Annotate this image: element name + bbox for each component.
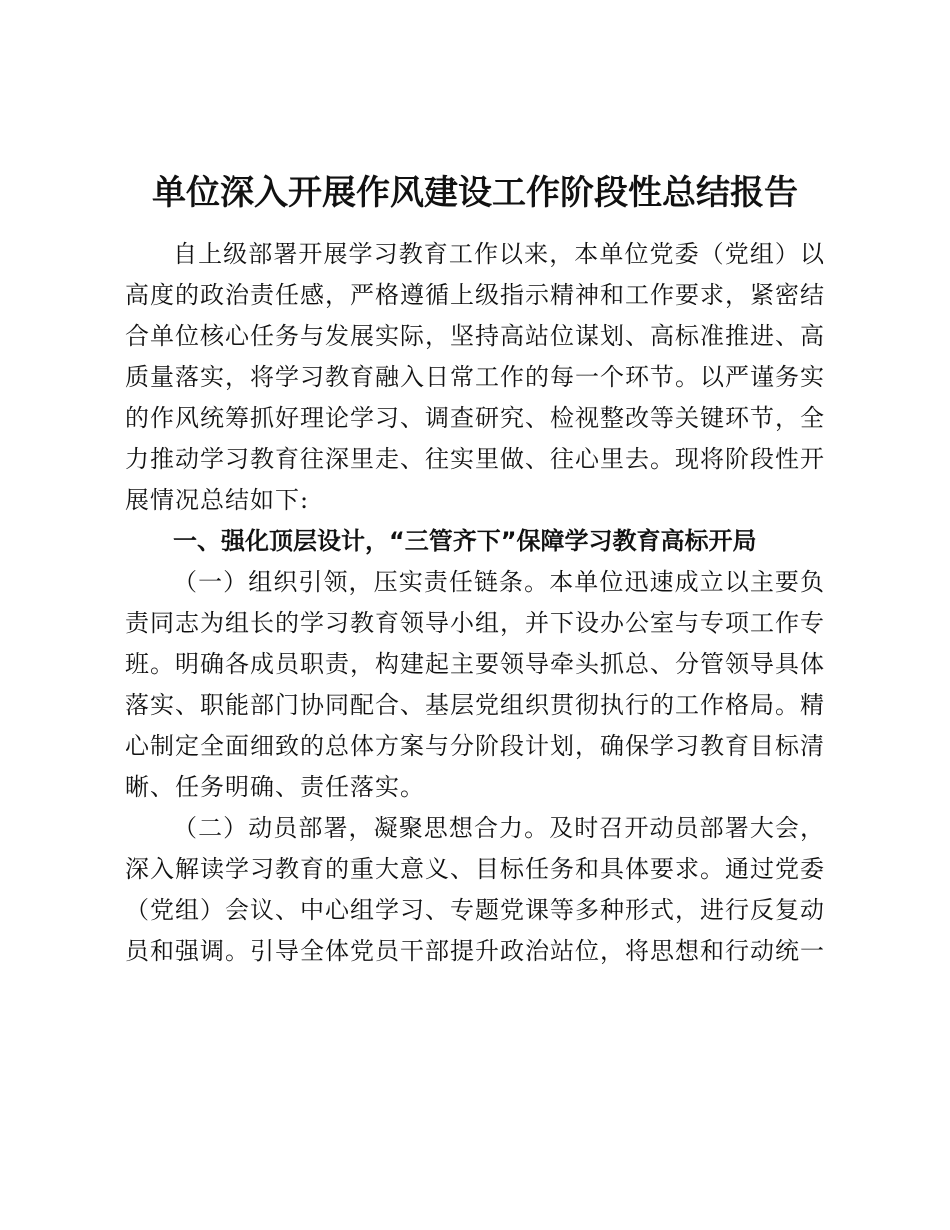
- section-heading-1: 一、强化顶层设计，“三管齐下”保障学习教育高标开局: [173, 527, 757, 555]
- intro-paragraph: 自上级部署开展学习教育工作以来，本单位党委（党组）以高度的政治责任感，严格遵循上级指示精神和工作要求，紧密结合单位核心任务与发展实际，坚持高站位谋划、高标准推进、高质量落实，将学习教育融入日常工作的每一个环节。以严谨务实的作风统筹抓好理论学习、调查研究、检视整改等关键环节，全力推动学习教育往深里走、往实里做、往心里去。现将阶段性开展情况总结如下:: [125, 240, 825, 514]
- section1-paragraph-2: （二）动员部署，凝聚思想合力。及时召开动员部署大会，深入解读学习教育的重大意义、目标任务和具体要求。通过党委（党组）会议、中心组学习、专题党课等多种形式，进行反复动员和强调。引导全体党员干部提升政治站位，将思想和行动统一: [125, 814, 825, 965]
- document-title: 单位深入开展作风建设工作阶段性总结报告: [152, 173, 798, 213]
- section1-paragraph-1: （一）组织引领，压实责任链条。本单位迅速成立以主要负责同志为组长的学习教育领导小组，并下设办公室与专项工作专班。明确各成员职责，构建起主要领导牵头抓总、分管领导具体落实、职能部门协同配合、基层党组织贯彻执行的工作格局。精心制定全面细致的总体方案与分阶段计划，确保学习教育目标清晰、任务明确、责任落实。: [125, 568, 825, 801]
- document-page: [125, 168, 825, 972]
